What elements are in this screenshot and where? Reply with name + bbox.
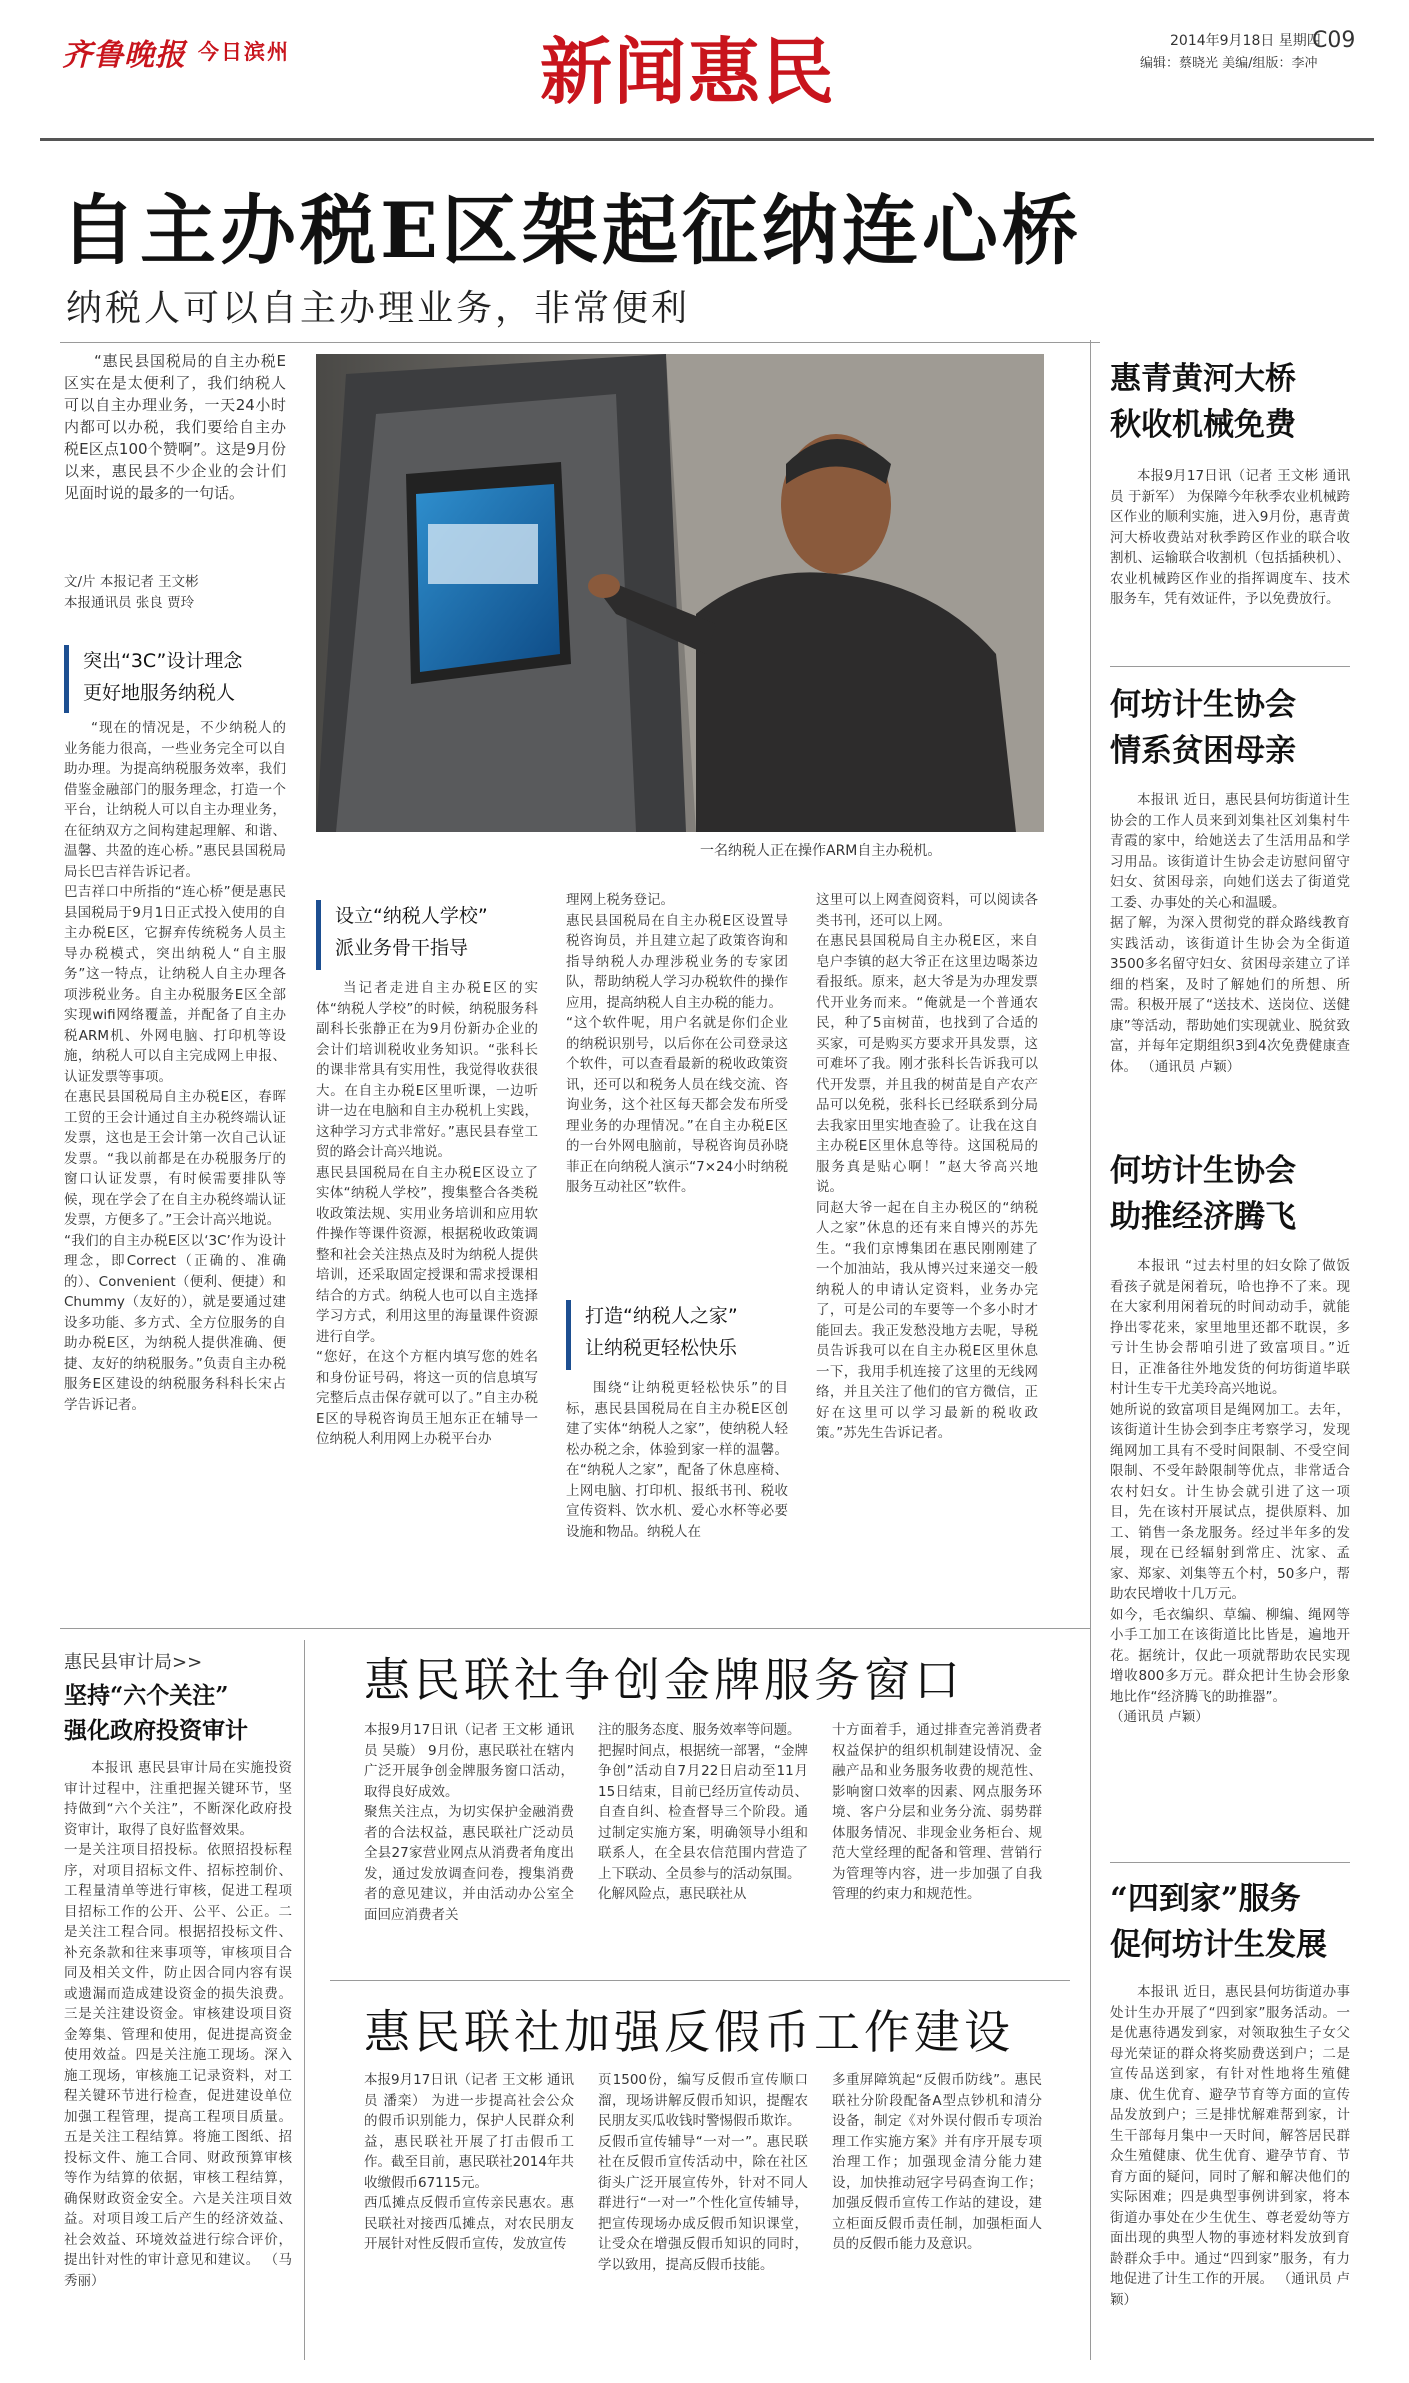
main-subheadline: 纳税人可以自主办理业务，非常便利 bbox=[66, 288, 691, 329]
right-divider-1 bbox=[1110, 666, 1350, 667]
right-headline-1: 惠青黄河大桥 秋收机械免费 bbox=[1110, 361, 1296, 443]
subhead-home-text: 打造“纳税人之家” 让纳税更轻松快乐 bbox=[585, 1305, 738, 1359]
section-divider bbox=[60, 1628, 1090, 1629]
right-text-2: 本报讯 近日，惠民县何坊街道计生协会的工作人员来到刘集社区刘集村牛青霞的家中，给她送去了生活用品和学习用品。该街道计生协会走访慰问留守妇女、贫困母亲，向她们送去了街道党工委、办事处的关心和温暖。 据了解，为深入贯彻党的群众路线教育实践活动，该街道计生协会为全街道3500多名留守妇女、贫困母亲建立了详细的档案，及时了解她们的所想、所需。积极开展了“送技术、送岗位、送健康”等活动，帮助她们实现就业、脱贫致富，并每年定期组织3到4次免费健康查体。 （通讯员 卢颖） bbox=[1110, 792, 1350, 1075]
photo-caption bbox=[700, 840, 941, 860]
subhead-3c-text: 突出“3C”设计理念 更好地服务纳税人 bbox=[83, 650, 243, 704]
page-title: 新闻惠民 bbox=[540, 29, 837, 114]
page-number: C09 bbox=[1312, 28, 1356, 53]
audit-column-rule bbox=[304, 1640, 305, 2360]
paper-logo: 齐鲁晚报 bbox=[62, 38, 186, 73]
lead-paragraph bbox=[64, 350, 286, 504]
bottom1-col1: 本报9月17日讯（记者 王文彬 通讯员 吴璇） 9月份，惠民联社在辖内广泛开展争创金牌服务窗口活动，取得良好成效。 聚焦关注点，为切实保护金融消费者的合法权益，惠民联社广泛动员全县27家营业网点从消费者角度出发，通过发放调查问卷，搜集消费者的意见建议，并由活动办公室全面回应消费者关 bbox=[364, 1722, 574, 1923]
col1-text: “现在的情况是，不少纳税人的业务能力很高，一些业务完全可以自助办理。为提高纳税服务效率，我们借鉴金融部门的服务理念，打造一个平台，让纳税人可以自主办理业务，在征纳双方之间构建起理解、和谐、温馨、共盈的连心桥。”惠民县国税局局长巴吉祥告诉记者。 巴吉祥口中所指的“连心桥”便是惠民县国税局于9月1日正式投入使用的自主办税E区，它摒弃传统税务人员主导办税模式，突出纳税人“自主服务”这一特点，让纳税人自主办理各项涉税业务。自主办税服务E区全部实现wifi网络覆盖，并配备了自主办税ARM机、外网电脑、打印机等设施，纳税人可以自主完成网上申报、认证发票等事项。 在惠民县国税局自主办税E区，春晖工贸的王会计通过自主办税终端认证发票，这也是王会计第一次自己认证发票。“我以前都是在办税服务厅的窗口认证发票，有时候需要排队等候，现在学会了在自主办税终端认证发票，方便多了。”王会计高兴地说。 “我们的自主办税E区以‘3C’作为设计理念，即Correct（正确的、准确的）、Convenient（便利、便捷）和Chummy（友好的），就是要通过建设多功能、多方式、全方位服务的自助办税E区，为纳税人提供准确、便捷、友好的纳税服务。”负责自主办税服务E区建设的纳税服务科科长宋占学告诉记者。 bbox=[64, 720, 286, 1413]
issue-date: 2014年9月18日 星期四 bbox=[1170, 33, 1321, 49]
col4-text: 这里可以上网查阅资料，可以阅读各类书刊，还可以上网。 在惠民县国税局自主办税E区，来自皂户李镇的赵大爷正在这里边喝茶边看报纸。原来，赵大爷是为办理发票代开业务而来。“俺就是一个普通农民，种了5亩树苗，也找到了合适的买家，可是购买方要求开具发票，这可难坏了我。刚才张科长告诉我可以代开发票，并且我的树苗是自产农产品可以免税，张科长已经联系到分局去我家田里实地查验了。让我在这自主办税E区里休息等待。这国税局的服务真是贴心啊！”赵大爷高兴地说。 同赵大爷一起在自主办税区的“纳税人之家”休息的还有来自博兴的苏先生。“我们京博集团在惠民刚刚建了一个加油站，我从博兴过来递交一般纳税人的申请认定资料，业务办完了，可是公司的车要等一个多小时才能回去。我正发愁没地方去呢，导税员告诉我可以在自主办税E区里休息一下，我用手机连接了这里的无线网络，并且关注了他们的官方微信，正好在这里可以学习最新的税收政策。”苏先生告诉记者。 bbox=[816, 892, 1038, 1441]
right-text-3: 本报讯 “过去村里的妇女除了做饭看孩子就是闲着玩，哈也挣不了来。现在大家利用闲着玩的时间动动手，就能挣出零花来，家里地里还都不耽误，多亏计生协会帮咱引进了致富项目。”近日，正准备往外地发货的何坊街道毕联村计生专干尤美玲高兴地说。 她所说的致富项目是绳网加工。去年，该街道计生协会到李庄考察学习，发现绳网加工具有不受时间限制、不受空间限制、不受年龄限制等优点，非常适合农村妇女。计生协会就引进了这一项目，先在该村开展试点，提供原料、加工、销售一条龙服务。经过半年多的发展，现在已经辐射到常庄、沈家、孟家、郑家、刘集等五个村，50多户，帮助农民增收十几万元。 如今，毛衣编织、草编、柳编、绳网等小手工加工在该街道比比皆是，遍地开花。据统计，仅此一项就帮助农民实现增收800多万元。群众把计生协会形象地比作“经济腾飞的助推器”。 （通讯员 卢颖） bbox=[1110, 1258, 1350, 1725]
bottom1-col3: 十方面着手，通过排查完善消费者权益保护的组织机制建设情况、金融产品和业务服务收费的规范性、影响窗口效率的因素、网点服务环境、客户分层和业务分流、弱势群体服务情况、非现金业务柜台、规范大堂经理的配备和管理、营销行为管理等内容，进一步加强了自我管理的约束力和规范性。 bbox=[832, 1722, 1042, 1902]
right-headline-2: 何坊计生协会 情系贫困母亲 bbox=[1110, 687, 1296, 769]
atm-photo bbox=[316, 354, 1044, 832]
subhead-home bbox=[566, 1300, 796, 1370]
audit-kicker: 惠民县审计局>> bbox=[64, 1652, 203, 1673]
bottom2-col2: 页1500份，编写反假币宣传顺口溜，现场讲解反假币知识，提醒农民朋友买瓜收钱时警惕假币欺诈。 反假币宣传辅导“一对一”。惠民联社在反假币宣传活动中，除在社区街头广泛开展宣传外，针对不同人群进行“一对一”个性化宣传辅导，把宣传现场办成反假币知识课堂，让受众在增强反假币知识的同时，学以致用，提高反假币技能。 bbox=[598, 2072, 808, 2273]
right-headline-3: 何坊计生协会 助推经济腾飞 bbox=[1110, 1148, 1380, 1240]
subhead-school-text: 设立“纳税人学校” 派业务骨干指导 bbox=[335, 905, 488, 959]
right-headline-4: “四到家”服务 促何坊计生发展 bbox=[1110, 1881, 1327, 1963]
bottom1-col2: 注的服务态度、服务效率等问题。 把握时间点，根据统一部署，“金牌争创”活动自7月22日启动至11月15日结束，目前已经历宣传动员、自查自纠、检查督导三个阶段。通过制定实施方案，明确领导小组和联系人，在全县农信范围内营造了上下联动、全员参与的活动氛围。 化解风险点，惠民联社从 bbox=[598, 1722, 808, 1902]
bottom2-col3: 多重屏障筑起“反假币防线”。惠民联社分阶段配备A型点钞机和清分设备，制定《对外误付假币专项治理工作实施方案》并有序开展专项治理工作；加强现金清分能力建设，加快推动冠字号码查询工作；加强反假币宣传工作站的建设，建立柜面反假币责任制，加强柜面人员的反假币能力及意识。 bbox=[832, 2072, 1042, 2252]
lead-text: “惠民县国税局的自主办税E区实在是太便利了，我们纳税人可以自主办理业务，一天24小时内都可以办税，我们要给自主办税E区点100个赞啊”。这是9月份以来，惠民县不少企业的会计们见面时说的最多的一句话。 bbox=[64, 352, 286, 502]
bottom1-headline: 惠民联社争创金牌服务窗口 bbox=[364, 1653, 964, 1707]
col3-text-a: 理网上税务登记。 惠民县国税局在自主办税E区设置导税咨询员，并且建立起了政策咨询和指导纳税人办理涉税业务的专家团队，帮助纳税人学习办税软件的操作应用，提高纳税人自主办税的能力。 “这个软件呢，用户名就是你们企业的纳税识别号，以后你在公司登录这个软件，可以查看最新的税收政策资讯，还可以和税务人员在线交流、咨询业务，这个社区每天都会发布所受理业务的办理情况。”在自主办税E区的一台外网电脑前，导税咨询员孙晓菲正在向纳税人演示“7×24小时纳税服务互动社区”软件。 bbox=[566, 892, 788, 1195]
bottom2-col1: 本报9月17日讯（记者 王文彬 通讯员 潘栾） 为进一步提高社会公众的假币识别能力，保护人民群众利益，惠民联社开展了打击假币工作。截至目前，惠民联社2014年共收缴假币67115元。 西瓜摊点反假币宣传亲民惠农。惠民联社对接西瓜摊点，对农民朋友开展针对性反假币宣传，发放宣传 bbox=[364, 2072, 574, 2252]
subhead-school bbox=[316, 900, 546, 970]
main-headline: 自主办税E区架起征纳连心桥 bbox=[60, 186, 1082, 275]
editor-credits: 编辑：蔡晓光 美编/组版：李冲 bbox=[1140, 56, 1318, 71]
right-text-1: 本报9月17日讯（记者 王文彬 通讯员 于新军） 为保障今年秋季农业机械跨区作业的顺利实施，进入9月份，惠青黄河大桥收费站对秋季跨区作业的联合收割机、运输联合收割机（包括插秧机）、农业机械跨区作业的指挥调度车、技术服务车，凭有效证件，予以免费放行。 bbox=[1110, 468, 1350, 607]
right-column-rule bbox=[1090, 340, 1091, 2360]
right-divider-3 bbox=[1110, 1862, 1350, 1863]
subhead-3c bbox=[64, 645, 294, 713]
photo-illustration bbox=[316, 354, 1044, 832]
masthead-rule bbox=[40, 138, 1374, 141]
col3-text-b: 围绕“让纳税更轻松快乐”的目标，惠民县国税局在自主办税E区创建了实体“纳税人之家”，使纳税人轻松办税之余，体验到家一样的温馨。在“纳税人之家”，配备了休息座椅、上网电脑、打印机、报纸书刊、税收宣传资料、饮水机、爱心水杯等必要设施和物品。纳税人在 bbox=[566, 1380, 788, 1540]
right-text-4: 本报讯 近日，惠民县何坊街道办事处计生办开展了“四到家”服务活动。一是优惠待遇发到家，对领取独生子女父母光荣证的群众将奖励费送到户；二是宣传品送到家，有针对性地将生殖健康、优生优育、避孕节育等方面的宣传品发放到户；三是排忧解难帮到家，计生干部每月集中一天时间，解答居民群众生殖健康、优生优育、避孕节育、节育方面的疑问，同时了解和解决他们的实际困难；四是典型事例讲到家，将本街道办事处在少生优生、尊老爱幼等方面出现的典型人物的事迹材料发放到育龄群众手中。通过“四到家”服务，有力地促进了计生工作的开展。 （通讯员 卢颖） bbox=[1110, 1984, 1350, 2308]
bottom-divider bbox=[330, 1980, 1070, 1981]
col2-text: 当记者走进自主办税E区的实体“纳税人学校”的时候，纳税服务科副科长张静正在为9月份新办企业的会计们培训税收业务知识。“张科长的课非常具有实用性，我觉得收获很大。在自主办税E区里听课，一边听讲一边在电脑和自主办税机上实践，这种学习方式非常好。”惠民县春堂工贸的路会计高兴地说。 惠民县国税局在自主办税E区设立了实体“纳税人学校”，搜集整合各类税收政策法规、实用业务培训和应用软件操作等课件资源，根据税收政策调整和社会关注热点及时为纳税人提供培训，还采取固定授课和需求授课相结合的方式。纳税人也可以自主选择学习方式，利用这里的海量课件资源进行自学。 “您好，在这个方框内填写您的姓名和身份证号码，将这一页的信息填写完整后点击保存就可以了。”自主办税E区的导税咨询员王旭东正在辅导一位纳税人利用网上办税平台办 bbox=[316, 980, 538, 1447]
bottom2-headline: 惠民联社加强反假币工作建设 bbox=[364, 2005, 1014, 2059]
caption-text: 一名纳税人正在操作ARM自主办税机。 bbox=[700, 843, 942, 859]
audit-text: 本报讯 惠民县审计局在实施投资审计过程中，注重把握关键环节，坚持做到“六个关注”，不断深化政府投资审计，取得了良好监督效果。 一是关注项目招投标。依照招投标程序，对项目招标文件、招标控制价、工程量清单等进行审核，促进工程项目招标工作的公开、公平、公正。二是关注工程合同。根据招投标文件、补充条款和往来事项等，审核项目合同及相关文件，防止因合同内容有误或遗漏而造成建设资金的损失浪费。三是关注建设资金。审核建设项目资金筹集、管理和使用，促进提高资金使用效益。四是关注施工现场。深入施工现场，审核施工记录资料，对工程关键环节进行检查，促进建设单位加强工程管理，提高工程项目质量。五是关注工程结算。将施工图纸、招投标文件、施工合同、财政预算审核等作为结算的依据，审核工程结算，确保财政资金安全。六是关注项目效益。对项目竣工后产生的经济效益、社会效益、环境效益进行综合评价，提出针对性的审计意见和建议。 （马秀丽） bbox=[64, 1760, 292, 2289]
byline: 文/片 本报记者 王文彬 本报通讯员 张良 贾玲 bbox=[64, 574, 199, 611]
audit-headline: 坚持“六个关注” 强化政府投资审计 bbox=[64, 1682, 248, 1744]
masthead bbox=[0, 0, 1409, 150]
section-name: 今日滨州 bbox=[198, 40, 290, 64]
top-divider bbox=[60, 342, 1100, 343]
